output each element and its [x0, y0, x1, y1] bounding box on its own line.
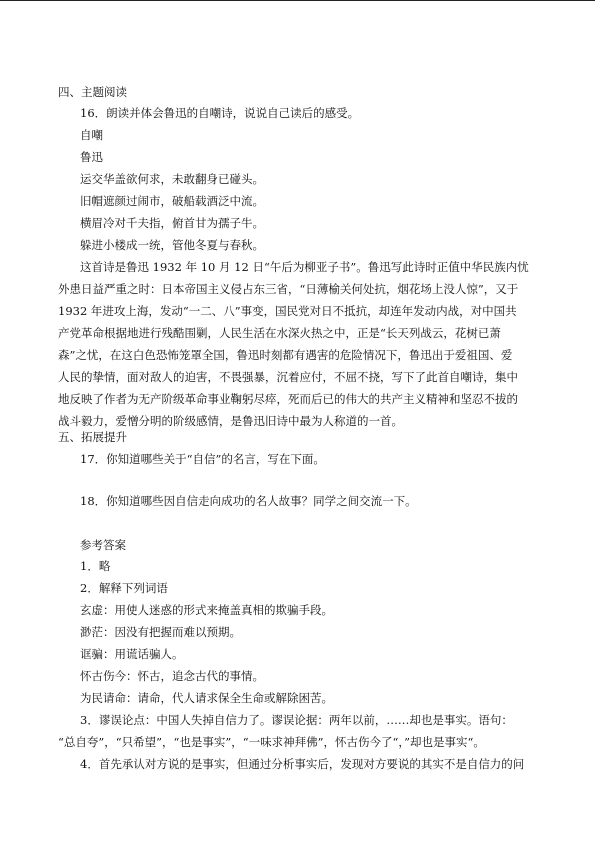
- section-heading: 五、拓展提升: [58, 430, 127, 444]
- word-definition: 玄虚：用使人迷惑的形式来掩盖真相的欺骗手段。: [80, 603, 333, 617]
- paragraph-line: 外患日益严重之时：日本帝国主义侵占东三省，“日薄榆关何处抗，烟花场上没人惊”，又于: [58, 282, 519, 296]
- page-top-rule: [0, 0, 595, 1]
- section-heading: 四、主题阅读: [58, 85, 127, 99]
- answer-2: 2．解释下列词语: [80, 581, 168, 595]
- answer-3-line: “总自夸”，“只希望”，“也是事实”，“一味求神拜佛”，怀古伤今了“，”却也是事实“。: [58, 735, 485, 749]
- poem-line: 运交华盖欲何求，未敢翻身已碰头。: [80, 172, 264, 186]
- question-16: 16．朗读并体会鲁迅的自嘲诗，说说自己读后的感受。: [80, 106, 360, 120]
- word-definition: 渺茫：因没有把握而难以预期。: [80, 625, 241, 639]
- poem-line: 躲进小楼成一统，管他冬夏与春秋。: [80, 238, 264, 252]
- paragraph-line: 战斗毅力，爱憎分明的阶级感情，是鲁迅旧诗中最为人称道的一首。: [58, 414, 403, 428]
- poem-author: 鲁迅: [80, 150, 103, 164]
- paragraph-line: 人民的挚情，面对敌人的迫害，不畏强暴，沉着应付，不屈不挠，写下了此首自嘲诗，集中: [58, 370, 518, 384]
- word-definition: 怀古伤今：怀古，追念古代的事情。: [80, 669, 264, 683]
- word-definition: 为民请命：请命，代人请求保全生命或解除困苦。: [80, 691, 333, 705]
- answer-3-line: 3．谬误论点：中国人失掉自信力了。谬误论据：两年以前，……却也是事实。语句：: [80, 713, 513, 727]
- answer-4-line: 4．首先承认对方说的是事实，但通过分析事实后，发现对方要说的其实不是自信力的问: [80, 757, 525, 771]
- paragraph-line: 地反映了作者为无产阶级革命事业鞠躬尽瘁，死而后已的伟大的共产主义精神和坚忍不拔的: [58, 392, 518, 406]
- answer-1: 1．略: [80, 559, 111, 573]
- paragraph-line: 产党革命根据地进行残酷围剿，人民生活在水深火热之中，正是“长天列战云，花树已萧: [58, 326, 501, 340]
- paragraph-line: 1932 年进攻上海，发动“一二、八”事变，国民党对日不抵抗，却连年发动内战，对中国共: [58, 304, 517, 318]
- paragraph-line: 这首诗是鲁迅 1932 年 10 月 12 日“午后为柳亚子书”。鲁迅写此诗时正值中华民族内忧: [80, 260, 529, 274]
- question-18: 18．你知道哪些因自信走向成功的名人故事？同学之间交流一下。: [80, 494, 417, 508]
- paragraph-line: 森”之忧，在这白色恐怖笼罩全国，鲁迅时刻都有遇害的危险情况下，鲁迅出于爱祖国、爱: [58, 348, 513, 362]
- answers-heading: 参考答案: [80, 538, 126, 552]
- poem-line: 横眉冷对千夫指，俯首甘为孺子牛。: [80, 216, 264, 230]
- poem-line: 旧帽遮颜过闹市，破船载酒泛中流。: [80, 194, 264, 208]
- question-17: 17．你知道哪些关于“自信”的名言，写在下面。: [80, 452, 325, 466]
- word-definition: 诓骗：用谎话骗人。: [80, 647, 184, 661]
- poem-title: 自嘲: [80, 128, 103, 142]
